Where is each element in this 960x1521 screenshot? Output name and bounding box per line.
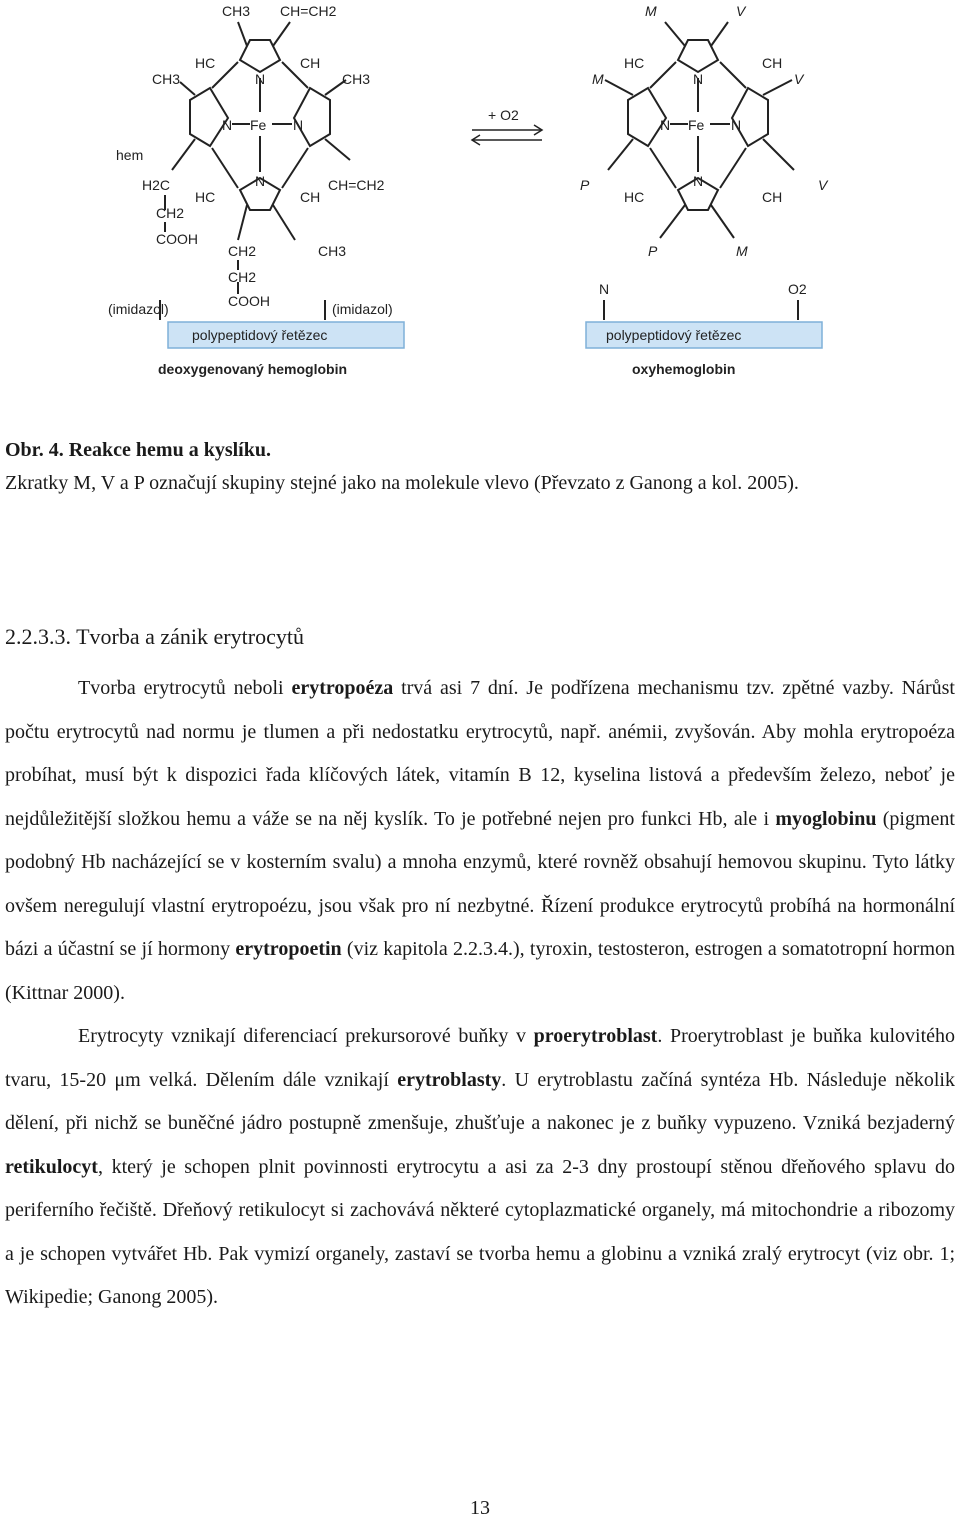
right-ch-bottom: CH	[762, 189, 783, 205]
label-hem: hem	[116, 147, 144, 163]
p2-term-proerytroblast: proerytroblast	[533, 1025, 658, 1047]
p1-term-erytropoetin: erytropoetin	[235, 938, 342, 960]
left-n-top: N	[255, 71, 266, 87]
right-o2-ligand: O2	[788, 281, 807, 297]
p1-text-1: Tvorba erytrocytů neboli	[78, 677, 292, 699]
p1-text-3: (pigment podobný Hb nacházející se v kosterním svalu) a mnoha enzymů, které rovněž obsahují hemovou skupinu. Tyto látky ovšem neregulují vlastní erytropoézu, jsou však pro ní nezbytné. Řízení produkce erytrocytů probíhá na hormonální bázi a účastní se jí hormony	[5, 807, 955, 960]
heme-structure-diagram	[100, 0, 840, 385]
right-m-top: M	[645, 3, 657, 19]
arrow-label: + O2	[488, 107, 519, 123]
right-hc-top: HC	[624, 55, 645, 71]
p2-text-2: . Proerytroblast je buňka kulovitého tvaru, 15-20 μm velká. Dělením dále vznikají	[5, 1025, 956, 1091]
p1-term-myoglobin: myoglobinu	[775, 807, 877, 830]
p1-text-4: (viz kapitola 2.2.3.4.), tyroxin, testosteron, estrogen a somatotropní hormon (Kittnar 2000).	[5, 938, 956, 1004]
p2-text-3: . U erytroblastu začíná syntéza Hb. Následuje několik dělení, při nichž se buněčné jádro postupně zmenšuje, zhušťuje a nakonec je z buňky vypuzeno. Vzniká bezjaderný	[5, 1068, 955, 1134]
p1-text-2: trvá asi 7 dní. Je podřízena mechanismu tzv. zpětné vazby. Nárůst počtu erytrocytů nad normu je tlumen a při nedostatku erytrocytů, např. anémii, zvyšován. Aby mohla erytropoéza probíhat, musí být k dispozici řada klíčových látek, vitamín B 12, kyselina listová a především železo, neboť je nejdůležitější složkou hemu a váže se na něj kyslík. To je potřebné nejen pro funkci Hb, ale i	[5, 677, 955, 830]
left-ch-top: CH	[300, 55, 321, 71]
equilibrium-arrow	[472, 125, 542, 145]
p1-term-erytropoeza: erytropoéza	[291, 677, 394, 699]
left-hc-top: HC	[195, 55, 216, 71]
right-v-right: V	[794, 71, 804, 87]
left-ch2-a: CH2	[156, 205, 185, 221]
right-m-bottom: M	[736, 243, 748, 259]
right-n-bottom: N	[693, 173, 704, 189]
left-ch3-left: CH3	[152, 71, 181, 87]
left-ch2-c: CH2	[228, 269, 257, 285]
right-v-right-lower: V	[818, 177, 828, 193]
right-ch-top: CH	[762, 55, 783, 71]
right-n-ligand: N	[599, 281, 610, 297]
deoxy-title: deoxygenovaný hemoglobin	[158, 361, 348, 377]
right-p-bottom: P	[648, 243, 658, 259]
left-vinyl-right: CH=CH2	[328, 177, 385, 193]
left-hc-bottom: HC	[195, 189, 216, 205]
left-ch3-right: CH3	[342, 71, 371, 87]
p2-text-1: Erytrocyty vznikají diferenciací prekursorové buňky v	[78, 1025, 534, 1047]
left-ch3-bottom: CH3	[318, 243, 347, 259]
paragraph-2	[5, 1015, 955, 1320]
oxy-labels	[580, 3, 829, 297]
section-heading: 2.2.3.3. Tvorba a zánik erytrocytů	[5, 624, 304, 649]
right-m-left: M	[592, 71, 604, 87]
oxy-title: oxyhemoglobin	[632, 361, 736, 377]
paragraph-1	[5, 667, 955, 1015]
left-fe: Fe	[250, 117, 267, 133]
left-vinyl-top: CH=CH2	[280, 3, 337, 19]
right-chain-label: polypeptidový řetězec	[606, 327, 742, 343]
left-n-right: N	[293, 117, 304, 133]
right-n-top: N	[693, 71, 704, 87]
left-chain-label: polypeptidový řetězec	[192, 327, 328, 343]
page-number: 13	[470, 1497, 490, 1519]
figure-caption	[5, 434, 955, 500]
caption-title: Obr. 4. Reakce hemu a kyslíku.	[5, 439, 271, 461]
left-cooh-b: COOH	[228, 293, 270, 309]
right-n-left: N	[660, 117, 671, 133]
left-imidazol-a: (imidazol)	[108, 301, 169, 317]
right-fe: Fe	[688, 117, 705, 133]
right-hc-bottom: HC	[624, 189, 645, 205]
caption-body: Zkratky M, V a P označují skupiny stejné jako na molekule vlevo (Převzato z Ganong a kol. 2005).	[5, 472, 799, 494]
left-ch-bottom: CH	[300, 189, 321, 205]
p2-term-erytroblasty: erytroblasty	[397, 1068, 502, 1091]
p2-text-4: , který je schopen plnit povinnosti erytrocytu a asi za 2-3 dny prostoupí stěnou dřeňového splavu do periferního řečiště. Dřeňový retikulocyt si zachovává některé cytoplazmatické organely, má mitochondrie a ribozomy a je schopen vytvářet Hb. Pak vymizí organely, zastaví se tvorba hemu a globinu a vzniká zralý erytrocyt (viz obr. 1; Wikipedie; Ganong 2005).	[5, 1155, 955, 1308]
left-ch2-b: CH2	[228, 243, 257, 259]
left-cooh-a: COOH	[156, 231, 198, 247]
left-n-bottom: N	[255, 173, 266, 189]
right-v-top: V	[736, 3, 746, 19]
right-n-right: N	[731, 117, 742, 133]
right-p-left: P	[580, 177, 590, 193]
left-h2c: H2C	[142, 177, 171, 193]
left-ch3-top: CH3	[222, 3, 251, 19]
heme-oxygen-reaction-figure	[100, 0, 840, 385]
p2-term-retikulocyt: retikulocyt	[5, 1155, 98, 1178]
left-imidazol-b: (imidazol)	[332, 301, 393, 317]
left-n-left: N	[222, 117, 233, 133]
body-text	[5, 667, 955, 1320]
